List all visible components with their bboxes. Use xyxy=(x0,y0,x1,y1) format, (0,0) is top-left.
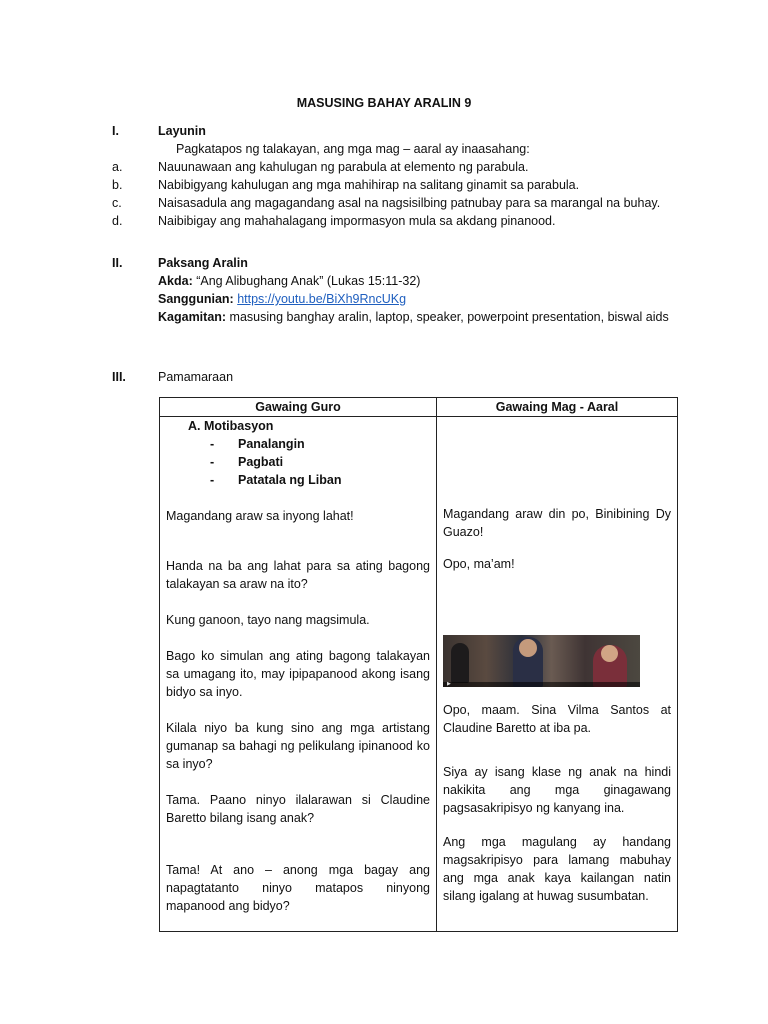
objective-text: Naisasadula ang magagandang asal na nagsisilbing patnubay para sa marangal na buhay. xyxy=(158,196,661,210)
motibasyon-heading: A. Motibasyon xyxy=(188,419,274,433)
objective-item xyxy=(112,158,718,176)
table-header-row xyxy=(160,398,678,417)
figure-shape xyxy=(451,643,469,683)
aaral-text: Ang mga magulang ay handang magsakripisyo para lamang mabuhay ang mga anak kaya kailangan natin silang igalang at huwag susumbatan. xyxy=(443,835,671,903)
objective-item xyxy=(112,212,718,230)
guro-cell xyxy=(160,417,437,932)
figure-shape xyxy=(601,645,618,662)
video-thumbnail[interactable] xyxy=(443,635,640,687)
akda-label: Akda: xyxy=(158,274,193,288)
objective-letter: d. xyxy=(112,214,123,228)
guro-text: Kilala niyo ba kung sino ang mga artistang gumanap sa bahagi ng pelikulang ipinanood ko sa inyo? xyxy=(166,721,430,771)
objective-letter: c. xyxy=(112,196,122,210)
guro-text: Kung ganoon, tayo nang magsimula. xyxy=(166,613,370,627)
list-item: - Panalangin xyxy=(210,437,305,451)
header-gawaing-mag-aaral: Gawaing Mag - Aaral xyxy=(437,398,678,417)
figure-shape xyxy=(519,639,537,657)
page-title: MASUSING BAHAY ARALIN 9 xyxy=(296,96,472,110)
kagamitan-label: Kagamitan: xyxy=(158,310,227,324)
objective-item xyxy=(112,194,718,212)
objective-letter: b. xyxy=(112,178,123,192)
section-number: I. xyxy=(112,124,119,138)
objective-item xyxy=(112,176,718,194)
sanggunian-link[interactable]: https://youtu.be/BiXh9RncUKg xyxy=(237,292,407,306)
aaral-text: Opo, maam. Sina Vilma Santos at Claudine Baretto at iba pa. xyxy=(443,703,671,735)
aaral-text: Magandang araw din po, Binibining Dy Guazo! xyxy=(443,507,671,539)
section-heading: Paksang Aralin xyxy=(158,256,248,270)
mag-aaral-cell xyxy=(437,417,678,932)
aaral-text: Siya ay isang klase ng anak na hindi nakikita ang mga ginagawang pagsasakripisyo ng kanyang ina. xyxy=(443,765,671,815)
table-row xyxy=(160,417,678,932)
akda-value: “Ang Alibughang Anak” (Lukas 15:11-32) xyxy=(192,274,421,288)
header-gawaing-guro: Gawaing Guro xyxy=(160,398,437,417)
aaral-text: Opo, ma’am! xyxy=(443,557,515,571)
objective-text: Nauunawaan ang kahulugan ng parabula at elemento ng parabula. xyxy=(158,160,529,174)
guro-text: Bago ko simulan ang ating bagong talakayan sa umagang ito, may ipipapanood akong isang bidyo sa inyo. xyxy=(166,649,430,699)
section-heading: Layunin xyxy=(158,124,206,138)
section-heading: Pamamaraan xyxy=(158,370,234,384)
objective-text: Nabibigyang kahulugan ang mga mahihirap na salitang ginamit sa parabula. xyxy=(158,178,580,192)
motibasyon-list xyxy=(166,435,430,489)
kagamitan-line xyxy=(158,308,718,326)
objective-text: Naibibigay ang mahahalagang impormasyon mula sa akdang pinanood. xyxy=(158,214,556,228)
lesson-table xyxy=(159,397,678,932)
akda-line xyxy=(158,272,718,290)
video-controls-bar[interactable] xyxy=(443,682,640,687)
objectives-intro: Pagkatapos ng talakayan, ang mga mag – aaral ay inaasahang: xyxy=(176,142,530,156)
sanggunian-line xyxy=(158,290,718,308)
guro-text: Handa na ba ang lahat para sa ating bagong talakayan sa araw na ito? xyxy=(166,559,430,591)
guro-text: Tama. Paano ninyo ilalarawan si Claudine Baretto bilang isang anak? xyxy=(166,793,430,825)
guro-text: Magandang araw sa inyong lahat! xyxy=(166,509,354,523)
sanggunian-label: Sanggunian: xyxy=(158,292,234,306)
list-item: - Patatala ng Liban xyxy=(210,473,342,487)
guro-text: Tama! At ano – anong mga bagay ang napagtatanto ninyo matapos ninyong mapanood ang bidyo? xyxy=(166,863,430,913)
section-number: III. xyxy=(112,370,126,384)
section-number: II. xyxy=(112,256,123,270)
objective-letter: a. xyxy=(112,160,123,174)
list-item: - Pagbati xyxy=(210,455,284,469)
kagamitan-value: masusing banghay aralin, laptop, speaker, powerpoint presentation, biswal aids xyxy=(226,310,669,324)
play-icon[interactable]: ▶ xyxy=(447,681,451,687)
